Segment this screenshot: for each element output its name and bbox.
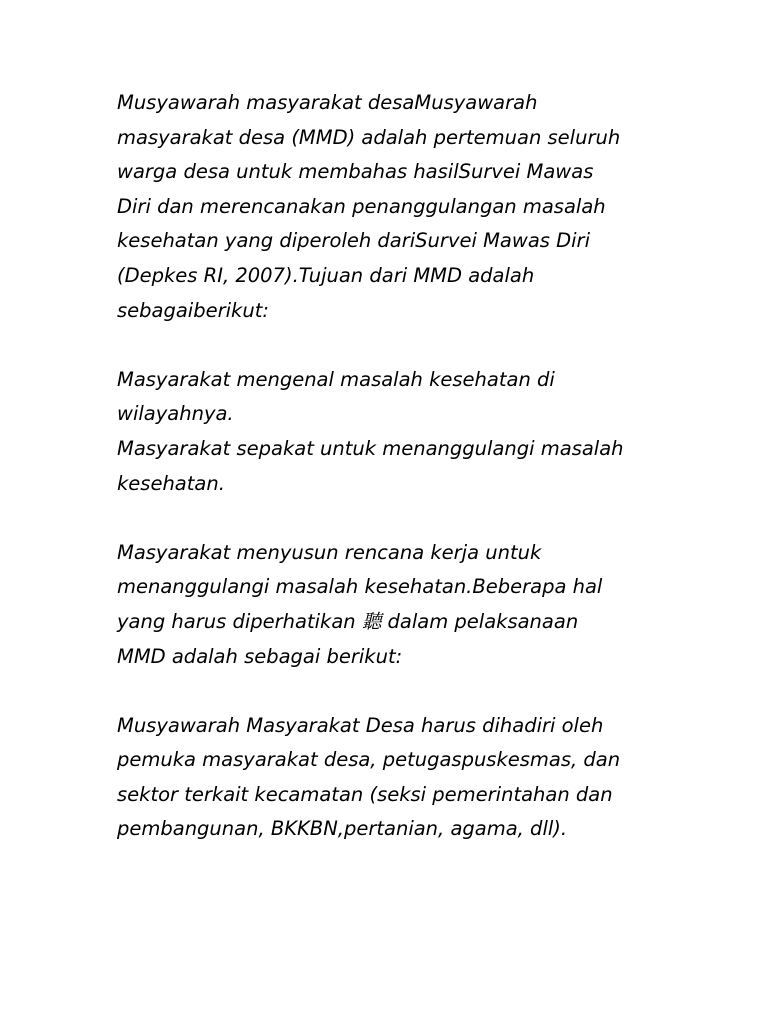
text-line: kesehatan. <box>117 471 225 495</box>
text-line: Musyawarah Masyarakat Desa harus dihadiri oleh <box>117 713 604 737</box>
text-line: kesehatan yang diperoleh dariSurvei Mawas Diri <box>117 229 590 253</box>
text-line: Masyarakat menyusun rencana kerja untuk <box>117 540 542 564</box>
paragraph-mmd-goals <box>117 363 677 501</box>
text-line: MMD adalah sebagai berikut: <box>117 644 403 668</box>
text-line: pemuka masyarakat desa, petugaspuskesmas, dan <box>117 748 621 772</box>
text-line: Masyarakat sepakat untuk menanggulangi masalah <box>117 436 624 460</box>
text-line: (Depkes RI, 2007).Tujuan dari MMD adalah <box>117 263 535 287</box>
paragraph-spacer <box>117 674 677 709</box>
text-line: wilayahnya. <box>117 402 234 426</box>
text-line: Musyawarah masyarakat desaMusyawarah <box>117 91 538 114</box>
text-line: sebagaiberikut: <box>117 298 269 322</box>
text-line: pembangunan, BKKBN,pertanian, agama, dll). <box>117 817 568 841</box>
paragraph-mmd-definition <box>117 86 677 328</box>
paragraph-attendees <box>117 709 677 847</box>
text-line: sektor terkait kecamatan (seksi pemerintahan dan <box>117 782 613 806</box>
text-line: Masyarakat mengenal masalah kesehatan di <box>117 367 555 391</box>
text-line: yang harus diperhatikan 聽 dalam pelaksanaan <box>117 609 579 633</box>
paragraph-spacer <box>117 501 677 536</box>
text-line: warga desa untuk membahas hasilSurvei Mawas <box>117 160 594 184</box>
document-body <box>117 86 677 847</box>
paragraph-spacer <box>117 328 677 363</box>
text-line: masyarakat desa (MMD) adalah pertemuan seluruh <box>117 125 621 149</box>
text-line: Diri dan merencanakan penanggulangan masalah <box>117 194 606 218</box>
paragraph-work-plan <box>117 536 677 674</box>
text-line: menanggulangi masalah kesehatan.Beberapa hal <box>117 575 603 599</box>
